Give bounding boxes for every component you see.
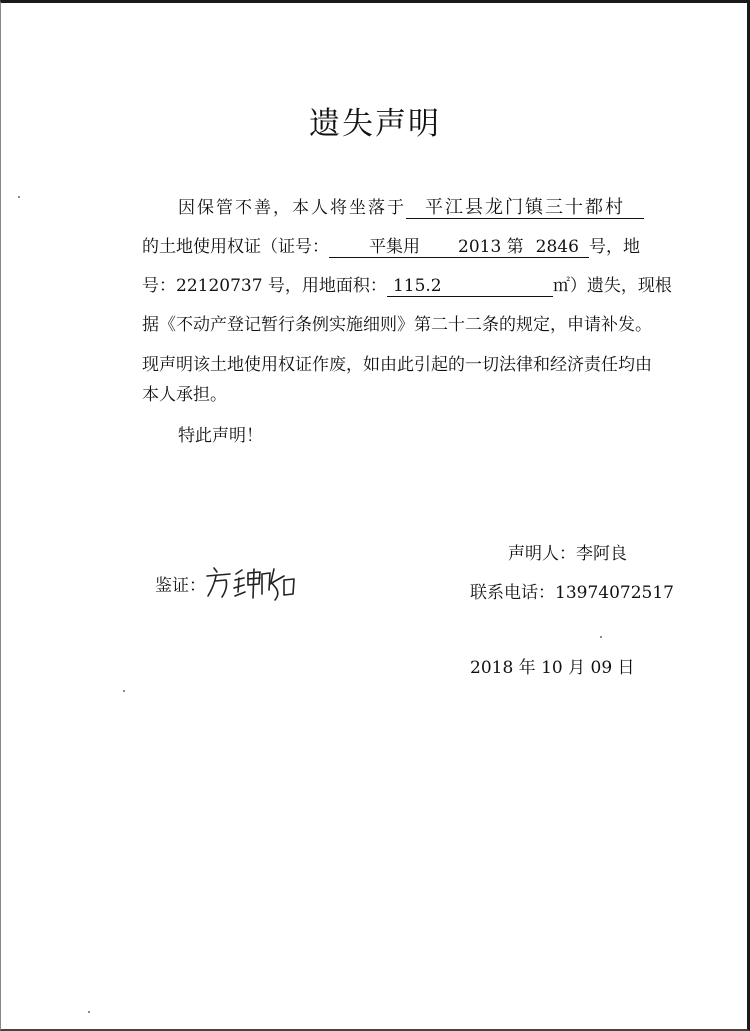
body-line-5: 现声明该土地使用权证作废，如由此引起的一切法律和经济责任均由 [142, 355, 652, 375]
body-line-6: 本人承担。 [142, 385, 227, 405]
area-field: 115.2 [387, 272, 553, 300]
body-line-2 [142, 233, 662, 261]
contact-phone: 联系电话：13974072517 [470, 583, 674, 603]
body-line-3 [142, 272, 672, 300]
body-text: 因保管不善，本人将坐落于 [178, 198, 406, 218]
cert-year: 2013 第 [458, 237, 524, 257]
scan-speck [18, 196, 20, 198]
body-text: ㎡）遗失，现根 [552, 276, 672, 296]
body-line-4: 据《不动产登记暂行条例实施细则》第二十二条的规定，申请补发。 [142, 315, 652, 335]
scan-speck [600, 636, 602, 638]
handwritten-signature [204, 564, 296, 608]
body-text: 的土地使用权证（证号： [142, 237, 329, 257]
cert-number: 2846 [535, 237, 579, 257]
body-text: 号：22120737 号，用地面积： [142, 276, 387, 296]
declaration-date: 2018 年 10 月 09 日 [470, 658, 635, 678]
body-line-1 [178, 194, 698, 222]
location-field: 平江县龙门镇三十都村 [406, 194, 644, 222]
closing-line: 特此声明！ [178, 426, 263, 446]
document-title: 遗失声明 [309, 106, 441, 142]
certificate-number-field [329, 233, 589, 261]
body-text: 号，地 [589, 237, 640, 257]
scan-speck [88, 1011, 90, 1013]
declarant-line: 声明人：李阿良 [508, 544, 627, 564]
witness-label: 鉴证： [155, 576, 206, 596]
scan-speck [123, 690, 125, 692]
cert-prefix: 平集用 [369, 237, 420, 257]
